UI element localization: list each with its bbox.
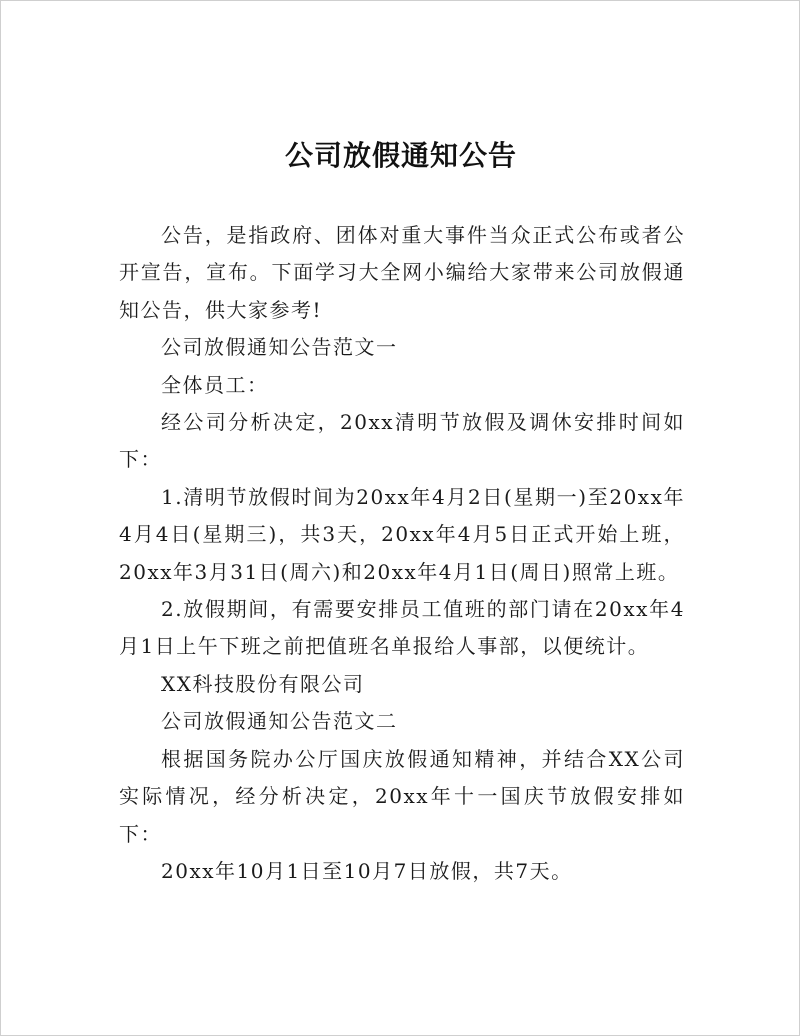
paragraph-sample-two-heading: 公司放假通知公告范文二 <box>161 709 398 734</box>
paragraph-national-day-basis: 根据国务院办公厅国庆放假通知精神，并结合XX公司实际情况，经分析决定，20xx年十一国庆节放假安排如下： <box>119 746 685 846</box>
paragraph-intro: 公告，是指政府、团体对重大事件当众正式公布或者公开宣告，宣布。下面学习大全网小编给大家带来公司放假通知公告，供大家参考! <box>119 223 685 322</box>
paragraph-sample-one-heading: 公司放假通知公告范文一 <box>161 335 398 360</box>
document-body <box>119 217 685 890</box>
page-title: 公司放假通知公告 <box>284 139 517 172</box>
paragraph-item-2: 2.放假期间，有需要安排员工值班的部门请在20xx年4月1日上午下班之前把值班名单报给人事部，以便统计。 <box>119 597 685 659</box>
paragraph-salutation: 全体员工： <box>161 372 269 397</box>
paragraph-decision: 经公司分析决定，20xx清明节放假及调休安排时间如下： <box>119 410 685 472</box>
paragraph-company-signature: XX科技股份有限公司 <box>161 671 365 696</box>
paragraph-item-1: 1.清明节放假时间为20xx年4月2日(星期一)至20xx年4月4日(星期三)，共3天，20xx年4月5日正式开始上班，20xx年3月31日(周六)和20xx年4月1日(周日)照常上班。 <box>119 484 685 584</box>
paragraph-national-day-dates: 20xx年10月1日至10月7日放假，共7天。 <box>161 858 573 883</box>
